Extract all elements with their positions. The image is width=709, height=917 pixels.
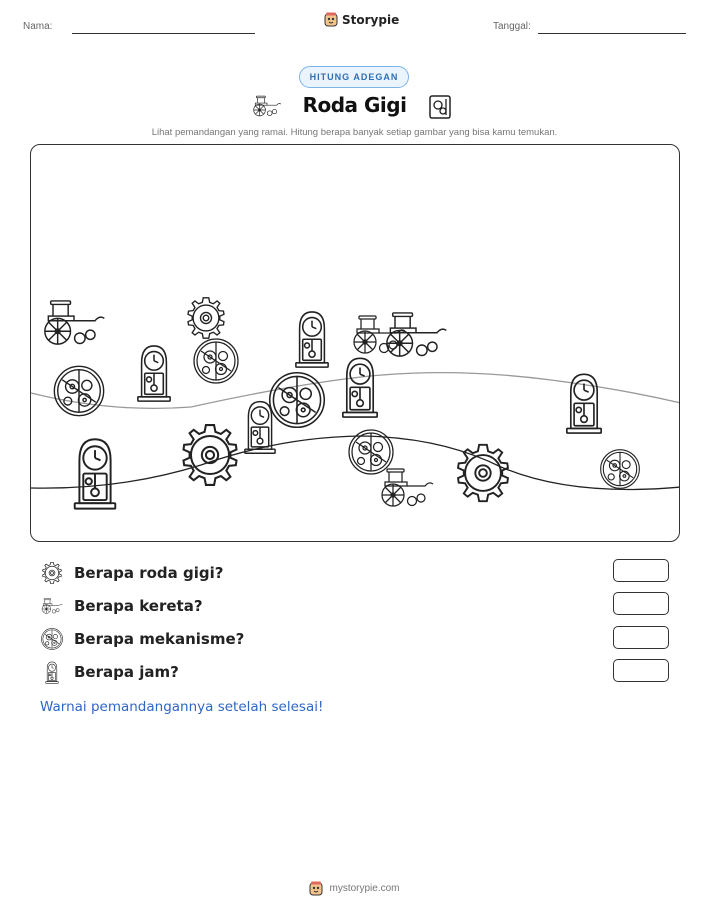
- gear-3: [458, 445, 508, 501]
- scene-illustration: [31, 145, 680, 542]
- clock-6: [75, 439, 116, 508]
- page-title: Roda Gigi: [302, 93, 407, 117]
- instructions: Lihat pemandangan yang ramai. Hitung berapa banyak setiap gambar yang bisa kamu temukan.: [151, 127, 558, 138]
- answer-box-gears[interactable]: [613, 559, 669, 582]
- footer: [0, 881, 709, 896]
- name-field[interactable]: [72, 33, 255, 34]
- mechanism-3: [270, 373, 325, 428]
- question-clocks: [40, 660, 179, 684]
- clock-3: [343, 358, 377, 417]
- storypie-mascot-icon: [309, 881, 323, 896]
- carriage-3: [354, 316, 405, 353]
- question-mechanisms: [40, 627, 244, 651]
- question-gears: [40, 561, 223, 585]
- mechanism-4: [349, 430, 393, 474]
- answer-box-mechanisms[interactable]: [613, 626, 669, 649]
- brand-name: Storypie: [342, 12, 400, 27]
- mechanism-2: [194, 339, 238, 383]
- question-text: Berapa mekanisme?: [74, 630, 245, 648]
- mechanism-5: [601, 450, 640, 489]
- clock-5: [567, 374, 601, 433]
- brand-logo: [324, 12, 399, 27]
- question-carriages: [40, 594, 203, 618]
- answer-box-carriages[interactable]: [613, 592, 669, 615]
- gear-icon: [40, 561, 64, 585]
- gear-2: [183, 425, 236, 485]
- clock-icon: [40, 660, 64, 684]
- clock-2: [296, 312, 328, 367]
- answer-box-clocks[interactable]: [613, 659, 669, 682]
- mechanism-icon: [40, 627, 64, 651]
- question-text: Berapa roda gigi?: [74, 564, 224, 582]
- footer-url: mystorypie.com: [329, 883, 400, 894]
- date-label: Tanggal:: [493, 21, 531, 32]
- activity-badge: HITUNG ADEGAN: [299, 66, 409, 88]
- mechanism-box-icon: [428, 94, 452, 120]
- gear-1: [188, 298, 224, 338]
- date-field[interactable]: [538, 33, 686, 34]
- carriage-1: [45, 301, 105, 344]
- question-text: Berapa kereta?: [74, 597, 203, 615]
- clock-1: [138, 346, 170, 401]
- carriage-2: [387, 313, 447, 356]
- question-text: Berapa jam?: [74, 663, 179, 681]
- storypie-mascot-icon: [324, 12, 338, 27]
- name-label: Nama:: [23, 21, 53, 32]
- carriage-4: [382, 469, 433, 506]
- counting-scene: [30, 144, 680, 542]
- mechanism-1: [54, 366, 103, 415]
- coloring-note: Warnai pemandangannya setelah selesai!: [40, 699, 324, 715]
- carriage-icon: [40, 594, 64, 618]
